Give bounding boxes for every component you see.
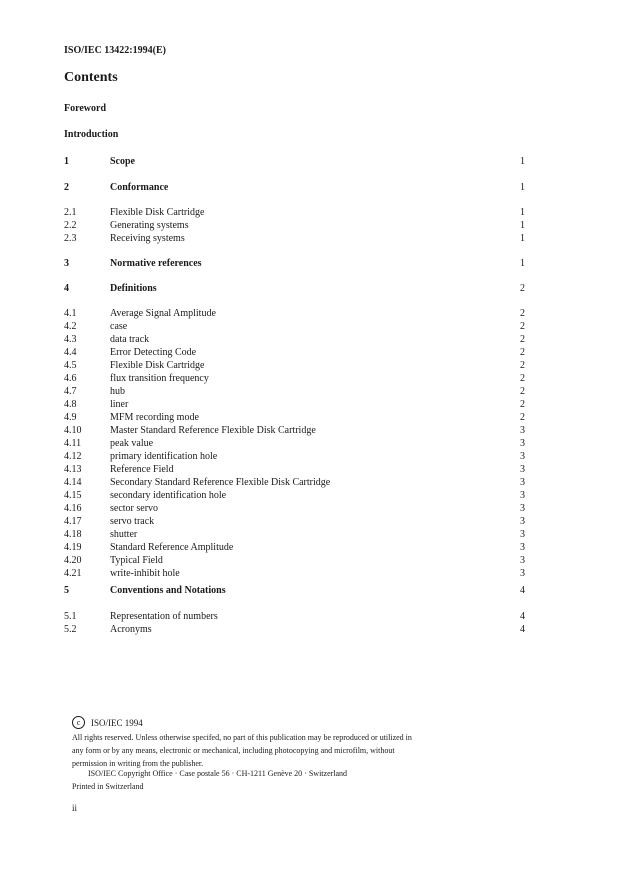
toc-entry — [0, 283, 635, 296]
toc-entry-number: 2.3 — [64, 233, 77, 244]
toc-entry-page: 4 — [520, 611, 525, 622]
page-title: Contents — [64, 70, 118, 85]
toc-entry-page: 1 — [520, 182, 525, 193]
toc-entry — [0, 308, 635, 321]
toc-entry-number: 4.18 — [64, 529, 82, 540]
toc-entry — [0, 258, 635, 271]
toc-entry-page: 2 — [520, 399, 525, 410]
toc-entry — [0, 490, 635, 503]
page-number: ii — [72, 803, 78, 813]
printed-in: Printed in Switzerland — [72, 782, 144, 791]
toc-entry-title: Flexible Disk Cartridge — [110, 360, 205, 371]
toc-entry — [0, 182, 635, 195]
toc-entry-title: flux transition frequency — [110, 373, 209, 384]
toc-entry-title: primary identification hole — [110, 451, 218, 462]
toc-entry-title: Scope — [110, 156, 135, 167]
toc-entry-title: sector servo — [110, 503, 159, 514]
toc-entry-title: Conventions and Notations — [110, 585, 226, 596]
toc-entry-title: Conformance — [110, 182, 169, 193]
toc-entry-page: 3 — [520, 542, 525, 553]
toc-entry-page: 3 — [520, 516, 525, 527]
toc-entry — [0, 477, 635, 490]
toc-entry — [0, 503, 635, 516]
toc-entry — [0, 399, 635, 412]
toc-entry-title: Secondary Standard Reference Flexible Disk Cartridge — [110, 477, 331, 488]
toc-entry-number: 2.1 — [64, 207, 77, 218]
toc-entry-title: Generating systems — [110, 220, 189, 231]
toc-entry — [0, 438, 635, 451]
toc-entry-title: liner — [110, 399, 129, 410]
toc-entry-number: 5.2 — [64, 624, 77, 635]
toc-entry — [0, 516, 635, 529]
toc-entry-number: 4.12 — [64, 451, 82, 462]
toc-entry-page: 3 — [520, 529, 525, 540]
toc-entry-number: 4.6 — [64, 373, 77, 384]
toc-entry — [0, 321, 635, 334]
toc-entry-title: Normative references — [110, 258, 202, 269]
copyright-icon: c — [72, 716, 85, 729]
toc-entry — [0, 156, 635, 169]
toc-entry-title: servo track — [110, 516, 155, 527]
toc-entry-title: shutter — [110, 529, 138, 540]
document-id: ISO/IEC 13422:1994(E) — [64, 45, 166, 56]
toc-entry-number: 4.8 — [64, 399, 77, 410]
toc-entry — [0, 347, 635, 360]
toc-entry-number: 4.1 — [64, 308, 77, 319]
toc-entry-page: 1 — [520, 156, 525, 167]
toc-entry — [0, 233, 635, 246]
toc-entry-number: 1 — [64, 156, 69, 167]
toc-entry-page: 3 — [520, 568, 525, 579]
toc-entry-title: write-inhibit hole — [110, 568, 180, 579]
toc-entry — [0, 207, 635, 220]
toc-entry-number: 4.4 — [64, 347, 77, 358]
toc-entry-number: 4.11 — [64, 438, 82, 449]
toc-entry-title: Representation of numbers — [110, 611, 218, 622]
toc-entry-title: Average Signal Amplitude — [110, 308, 216, 319]
toc-entry-page: 3 — [520, 503, 525, 514]
toc-entry-number: 2 — [64, 182, 69, 193]
toc-entry — [0, 611, 635, 624]
copyright-text: ISO/IEC 1994 — [91, 717, 143, 728]
toc-entry-page: 2 — [520, 321, 525, 332]
toc-entry-number: 5.1 — [64, 611, 77, 622]
toc-entry-number: 4.21 — [64, 568, 82, 579]
toc-entry-page: 3 — [520, 438, 525, 449]
toc-entry-page: 2 — [520, 412, 525, 423]
rights-notice: All rights reserved. Unless otherwise specifed, no part of this publication may be reproduced or utilized in any form or by any means, electronic or mechanical, including photocopying and microfilm, without permission in writing from the publisher. — [72, 733, 412, 768]
toc-entry — [0, 624, 635, 637]
toc-entry-page: 3 — [520, 490, 525, 501]
toc-entry-title: Reference Field — [110, 464, 174, 475]
toc-entry-number: 4 — [64, 283, 69, 294]
toc-entry-page: 1 — [520, 233, 525, 244]
toc-entry-number: 4.2 — [64, 321, 77, 332]
toc-entry — [0, 373, 635, 386]
toc-entry — [0, 451, 635, 464]
toc-entry-title: Standard Reference Amplitude — [110, 542, 234, 553]
toc-entry-page: 3 — [520, 555, 525, 566]
toc-entry — [0, 360, 635, 373]
toc-entry-title: case — [110, 321, 128, 332]
toc-entry-number: 4.5 — [64, 360, 77, 371]
toc-entry-number: 4.20 — [64, 555, 82, 566]
toc-entry-page: 1 — [520, 220, 525, 231]
toc-entry-page: 4 — [520, 624, 525, 635]
toc-entry-number: 4.10 — [64, 425, 82, 436]
toc-entry-title: data track — [110, 334, 150, 345]
toc-entry — [0, 585, 635, 598]
toc-introduction: Introduction — [64, 129, 119, 140]
toc-entry-page: 2 — [520, 308, 525, 319]
toc-entry-page: 4 — [520, 585, 525, 596]
toc-entry — [0, 412, 635, 425]
toc-entry-number: 4.14 — [64, 477, 82, 488]
toc-entry-number: 2.2 — [64, 220, 77, 231]
toc-entry — [0, 542, 635, 555]
toc-entry-number: 4.19 — [64, 542, 82, 553]
copyright-line — [72, 716, 143, 729]
toc-entry — [0, 334, 635, 347]
toc-entry-number: 4.9 — [64, 412, 77, 423]
toc-entry-title: secondary identification hole — [110, 490, 227, 501]
toc-entry-number: 4.3 — [64, 334, 77, 345]
toc-entry-title: hub — [110, 386, 125, 397]
toc-entry-page: 3 — [520, 477, 525, 488]
toc-entry-number: 4.7 — [64, 386, 77, 397]
toc-entry-number: 3 — [64, 258, 69, 269]
toc-entry-title: Flexible Disk Cartridge — [110, 207, 205, 218]
toc-entry-page: 1 — [520, 258, 525, 269]
toc-entry — [0, 386, 635, 399]
toc-entry — [0, 220, 635, 233]
toc-entry-number: 4.15 — [64, 490, 82, 501]
toc-entry — [0, 568, 635, 581]
copyright-office-address: ISO/IEC Copyright Office · Case postale 56 · CH-1211 Genève 20 · Switzerland — [88, 769, 348, 778]
toc-entry-number: 4.17 — [64, 516, 82, 527]
toc-entry-title: peak value — [110, 438, 154, 449]
toc-entry-page: 2 — [520, 334, 525, 345]
toc-entry-number: 5 — [64, 585, 69, 596]
toc-entry-page: 2 — [520, 386, 525, 397]
toc-entry-page: 2 — [520, 373, 525, 384]
toc-entry-page: 3 — [520, 451, 525, 462]
toc-entry-number: 4.13 — [64, 464, 82, 475]
toc-entry-page: 3 — [520, 464, 525, 475]
toc-entry-title: Receiving systems — [110, 233, 185, 244]
toc-entry — [0, 464, 635, 477]
toc-entry-page: 2 — [520, 360, 525, 371]
toc-entry-title: Master Standard Reference Flexible Disk Cartridge — [110, 425, 316, 436]
toc-entry-page: 2 — [520, 347, 525, 358]
toc-entry-title: Error Detecting Code — [110, 347, 197, 358]
toc-foreword: Foreword — [64, 103, 107, 114]
toc-entry — [0, 529, 635, 542]
toc-entry-title: MFM recording mode — [110, 412, 199, 423]
toc-entry — [0, 555, 635, 568]
toc-entry-title: Definitions — [110, 283, 157, 294]
toc-entry-page: 2 — [520, 283, 525, 294]
toc-entry-page: 1 — [520, 207, 525, 218]
toc-entry-page: 3 — [520, 425, 525, 436]
toc-entry-title: Acronyms — [110, 624, 152, 635]
toc-entry — [0, 425, 635, 438]
toc-entry-number: 4.16 — [64, 503, 82, 514]
toc-entry-title: Typical Field — [110, 555, 163, 566]
